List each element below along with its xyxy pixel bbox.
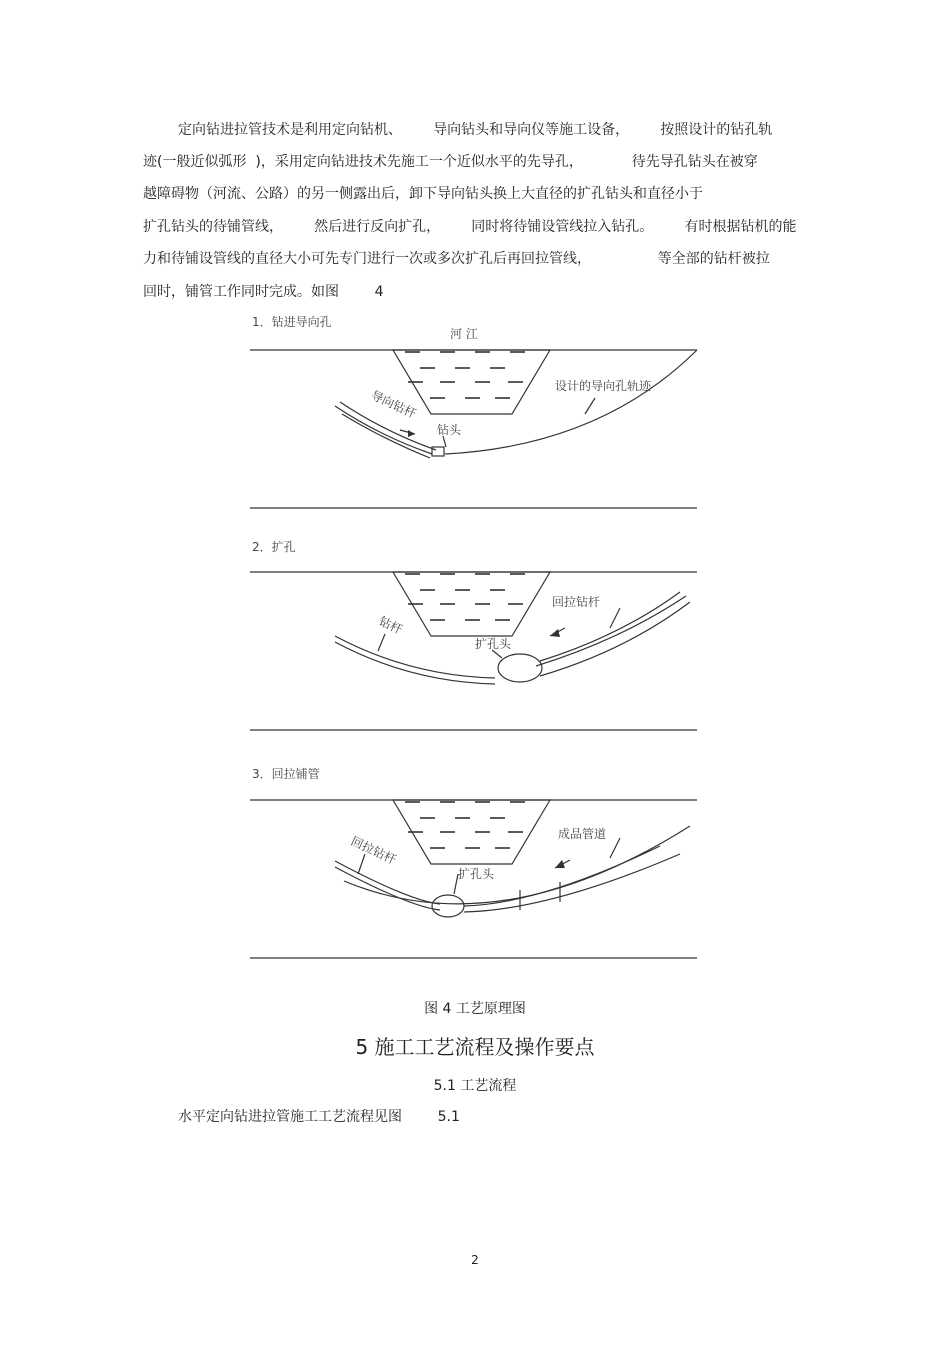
panel-2-rod-label: 钻杆 (376, 614, 405, 637)
intro-line-5: 力和待铺设管线的直径大小可先专门进行一次或多次扩孔后再回拉管线， 等全部的钻杆被拉 (143, 251, 770, 267)
panel-1-rod-label: 导向钻杆 (368, 388, 419, 422)
section-body: 水平定向钻进拉管施工工艺流程见图 5.1 (178, 1109, 460, 1125)
intro-line-3: 越障碍物（河流、公路）的另一侧露出后，卸下导向钻头换上大直径的扩孔钻头和直径小于 (143, 186, 703, 202)
panel-3-reamer-label: 扩孔头 (458, 867, 495, 881)
panel-3-title: 3．回拉铺管 (252, 767, 320, 781)
intro-line-2: 迹(一般近似弧形 )，采用定向钻进技术先施工一个近似水平的先导孔， 待先导孔钻头在被穿 (143, 154, 758, 170)
panel-2-pullback-label: 回拉钻杆 (552, 595, 601, 609)
section-heading: 5 施工工艺流程及操作要点 (355, 1035, 595, 1059)
panel-1-river-label: 河 江 (450, 327, 478, 341)
designed-trajectory-curve (445, 350, 697, 454)
panel-2-reaming (250, 572, 697, 730)
page-number: 2 (471, 1253, 479, 1267)
panel-2-reamer-label: 扩孔头 (475, 637, 512, 651)
intro-line-6: 回时，铺管工作同时完成。如图 4 (143, 284, 384, 300)
panel-1-title: 1．钻进导向孔 (252, 315, 332, 329)
panel-2-title: 2．扩孔 (252, 540, 296, 554)
intro-line-1: 定向钻进拉管技术是利用定向钻机、 导向钻头和导向仪等施工设备， 按照设计的钻孔轨 (178, 122, 773, 138)
panel-3-pipe-label: 成品管道 (558, 827, 607, 841)
reamer-head-shape (498, 654, 542, 682)
section-subheading: 5.1 工艺流程 (433, 1078, 517, 1094)
panel-1-bit-label: 钻头 (437, 423, 462, 437)
figure-caption: 图 4 工艺原理图 (424, 1001, 526, 1017)
panel-1-trajectory-label: 设计的导向孔轨迹 (555, 379, 652, 393)
drill-bit-shape (432, 447, 444, 456)
panel-1-pilot-hole (250, 350, 697, 508)
process-principle-figure (240, 306, 710, 971)
panel-3-pullback-label: 回拉钻杆 (348, 834, 399, 868)
intro-line-4: 扩孔钻头的待铺管线， 然后进行反向扩孔， 同时将待铺设管线拉入钻孔。 有时根据钻机的能 (143, 219, 797, 235)
river-water-marks (405, 352, 525, 398)
